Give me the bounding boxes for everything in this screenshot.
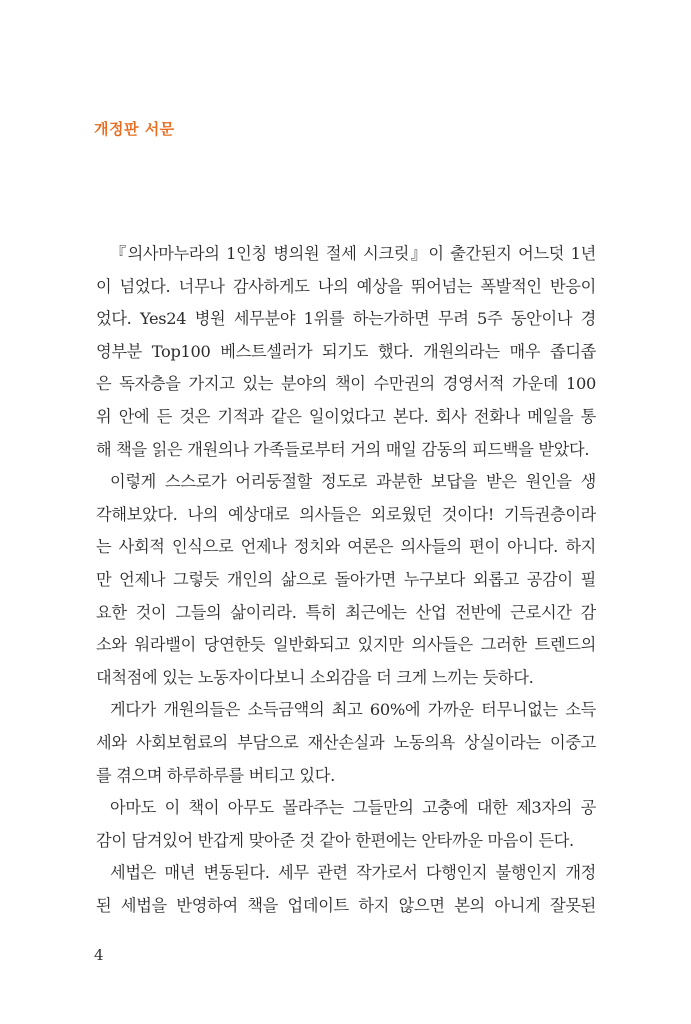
text-line: 를 겪으며 하루하루를 버티고 있다. [96,765,335,785]
text-line: 된 세법을 반영하여 책을 업데이트 하지 않으면 본의 아니게 잘못된 [96,895,596,915]
text-line: 해 책을 읽은 개원의나 가족들로부터 거의 매일 감동의 피드백을 받았다. [96,439,590,459]
text-line: 이 넘었다. 너무나 감사하게도 나의 예상을 뛰어넘는 폭발적인 반응이 [96,276,596,296]
text-line: 아마도 이 책이 아무도 몰라주는 그들만의 고충에 대한 제3자의 공 [110,798,596,818]
text-line: 각해보았다. 나의 예상대로 의사들은 외로웠던 것이다! 기득권층이라 [96,504,596,524]
body-text [96,238,596,922]
text-line: 『의사마누라의 1인칭 병의원 절세 시크릿』이 출간된지 어느덧 1년 [110,244,596,263]
text-line: 만 언제나 그렇듯 개인의 삶으로 돌아가면 누구보다 외롭고 공감이 필 [96,569,596,589]
text-line: 세와 사회보험료의 부담으로 재산손실과 노동의욕 상실이라는 이중고 [96,732,596,752]
page-number: 4 [94,946,104,964]
text-line: 요한 것이 그들의 삶이리라. 특히 최근에는 산업 전반에 근로시간 감 [96,602,596,622]
text-line: 었다. Yes24 병원 세무분야 1위를 하는가하면 무려 5주 동안이나 경 [96,309,596,329]
text-line: 위 안에 든 것은 기적과 같은 일이었다고 본다. 회사 전화나 메일을 통 [96,406,596,426]
text-line: 소와 워라밸이 당연한듯 일반화되고 있지만 의사들은 그러한 트렌드의 [96,635,596,655]
text-line: 대척점에 있는 노동자이다보니 소외감을 더 크게 느끼는 듯하다. [96,667,534,687]
text-line: 게다가 개원의들은 소득금액의 최고 60%에 가까운 터무니없는 소득 [110,700,596,720]
text-line: 영부분 Top100 베스트셀러가 되기도 했다. 개원의라는 매우 좁디좁 [96,341,596,361]
section-heading: 개정판 서문 [94,120,175,138]
text-line: 감이 담겨있어 반갑게 맞아준 것 같아 한편에는 안타까운 마음이 든다. [96,830,574,850]
text-line: 는 사회적 인식으로 언제나 정치와 여론은 의사들의 편이 아니다. 하지 [96,537,596,557]
text-line: 은 독자층을 가지고 있는 분야의 책이 수만권의 경영서적 가운데 100 [96,374,596,394]
text-line: 이렇게 스스로가 어리둥절할 정도로 과분한 보답을 받은 원인을 생 [110,472,596,492]
text-line: 세법은 매년 변동된다. 세무 관련 작가로서 다행인지 불행인지 개정 [110,863,596,883]
